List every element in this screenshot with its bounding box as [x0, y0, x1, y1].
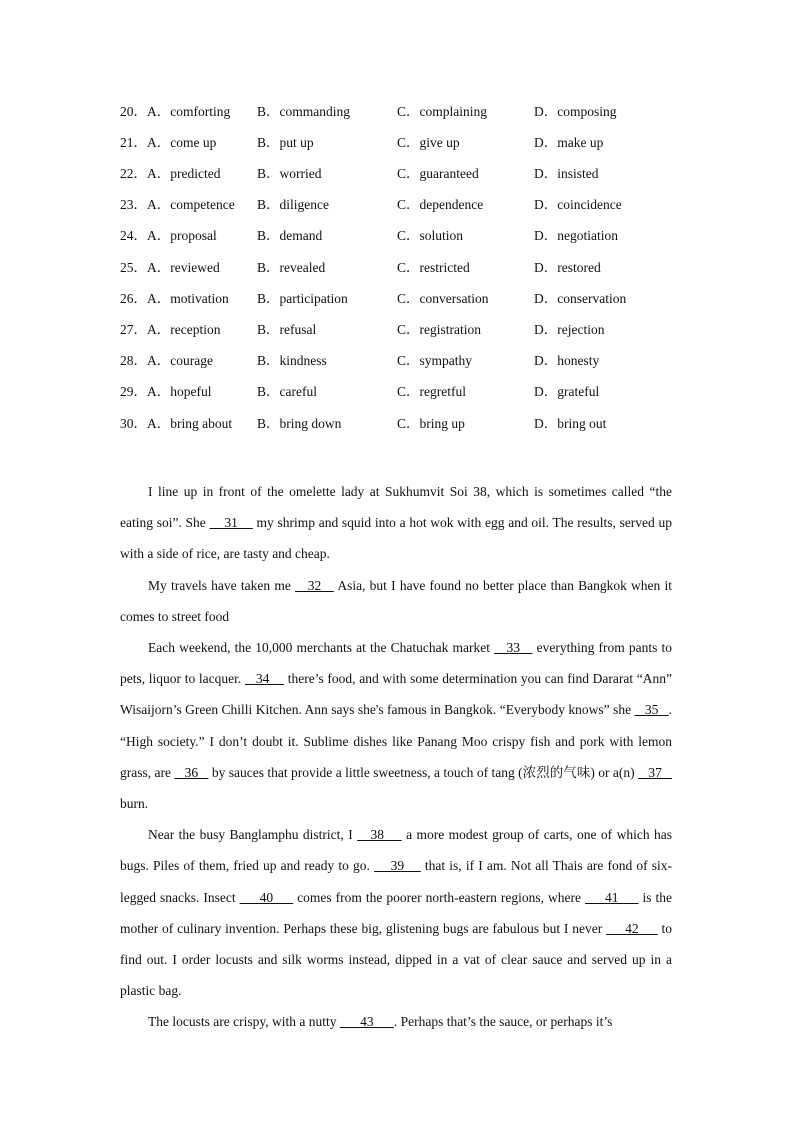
question-27-option-d: D．rejection: [534, 322, 605, 337]
question-23-option-d: D．coincidence: [534, 197, 622, 212]
blank-32: 32: [295, 577, 334, 593]
passage-paragraph-5: [120, 1006, 672, 1037]
question-28-option-d: D．honesty: [534, 353, 600, 368]
question-21-option-b: B．put up: [257, 135, 314, 150]
cloze-passage: [120, 476, 672, 1038]
passage-paragraph-1: [120, 476, 672, 570]
question-27-option-a: 27．A．reception: [120, 322, 221, 337]
passage-text: I line up in front of the omelette lady at Sukhumvit Soi 38, which is sometimes called “the eating soi”. She: [120, 484, 672, 531]
blank-42: 42: [606, 920, 658, 936]
question-23-option-a: 23．A．competence: [120, 197, 235, 212]
passage-text: by sauces that provide a little sweetness, a touch of tang (浓烈的气味) or a(n): [208, 764, 639, 780]
passage-text: everything from pants to pets, liquor to lacquer.: [120, 640, 672, 687]
blank-33: 33: [494, 640, 533, 656]
passage-text: Asia, but I have found no better place than Bangkok when it comes to street food: [120, 577, 673, 624]
question-22-option-b: B．worried: [257, 166, 322, 181]
passage-text: my shrimp and squid into a hot wok with egg and oil. The results, served up with a side of rice, are tasty and cheap.: [120, 515, 673, 562]
question-25-option-a: 25．A．reviewed: [120, 260, 220, 275]
question-22-option-d: D．insisted: [534, 166, 599, 181]
question-22-option-c: C．guaranteed: [397, 166, 479, 181]
passage-text: . “High society.” I don’t doubt it. Sublime dishes like Panang Moo crispy fish and pork with lemon grass, are: [120, 702, 672, 780]
question-25-option-b: B．revealed: [257, 260, 326, 275]
passage-text: that is, if I am. Not all Thais are fond of six-legged snacks. Insect: [120, 858, 672, 905]
blank-34: 34: [244, 671, 285, 687]
question-20-option-a: 20．A．comforting: [120, 104, 231, 119]
question-30-option-b: B．bring down: [257, 416, 342, 431]
question-28-option-b: B．kindness: [257, 353, 327, 368]
question-30-option-a: 30．A．bring about: [120, 416, 233, 431]
passage-text: Each weekend, the 10,000 merchants at the Chatuchak market: [148, 640, 495, 656]
question-24-option-c: C．solution: [397, 228, 464, 243]
blank-37: 37: [638, 764, 673, 780]
question-23-option-b: B．diligence: [257, 197, 329, 212]
question-21-option-a: 21．A．come up: [120, 135, 217, 150]
passage-text: is the mother of culinary invention. Perhaps these big, glistening bugs are fabulous but I never: [120, 889, 673, 936]
passage-text: The locusts are crispy, with a nutty: [148, 1014, 340, 1030]
blank-31: 31: [209, 515, 253, 531]
passage-text: comes from the poorer north-eastern regions, where: [293, 889, 585, 905]
blank-43: 43: [339, 1014, 394, 1030]
passage-paragraph-3: [120, 632, 672, 819]
passage-paragraph-4: [120, 819, 672, 1006]
question-22-option-a: 22．A．predicted: [120, 166, 221, 181]
blank-41: 41: [584, 889, 639, 905]
question-23-option-c: C．dependence: [397, 197, 484, 212]
question-29-option-c: C．regretful: [397, 384, 466, 399]
question-24-option-b: B．demand: [257, 228, 323, 243]
question-20-option-d: D．composing: [534, 104, 617, 119]
question-26-option-c: C．conversation: [397, 291, 489, 306]
question-21-option-c: C．give up: [397, 135, 460, 150]
passage-text: a more modest group of carts, one of which has bugs. Piles of them, fried up and ready to go.: [120, 827, 672, 874]
question-24-option-a: 24．A．proposal: [120, 228, 217, 243]
passage-text: to find out. I order locusts and silk worms instead, dipped in a vat of clear sauce and served up in a plastic bag.: [120, 920, 673, 999]
question-29-option-a: 29．A．hopeful: [120, 384, 212, 399]
passage-paragraph-2: [120, 570, 672, 632]
question-26-option-a: 26．A．motivation: [120, 291, 229, 306]
question-30-option-c: C．bring up: [397, 416, 465, 431]
question-24-option-d: D．negotiation: [534, 228, 618, 243]
question-20-option-b: B．commanding: [257, 104, 350, 119]
passage-text: My travels have taken me: [148, 577, 296, 593]
question-28-option-a: 28．A．courage: [120, 353, 213, 368]
question-25-option-d: D．restored: [534, 260, 601, 275]
question-20-option-c: C．complaining: [397, 104, 487, 119]
passage-text: there’s food, and with some determination you can find Dararat “Ann” Wisaijorn’s Green Chilli Kitchen. Ann says she's famous in Bangkok. “Everybody knows” she: [120, 671, 672, 718]
question-25-option-c: C．restricted: [397, 260, 470, 275]
question-26-option-d: D．conservation: [534, 291, 627, 306]
passage-text: Near the busy Banglamphu district, I: [148, 827, 358, 843]
passage-text: . Perhaps that’s the sauce, or perhaps it’s: [393, 1014, 613, 1030]
blank-38: 38: [357, 827, 402, 843]
question-27-option-b: B．refusal: [257, 322, 317, 337]
question-29-option-d: D．grateful: [534, 384, 600, 399]
question-29-option-b: B．careful: [257, 384, 317, 399]
blank-39: 39: [374, 858, 421, 874]
question-27-option-c: C．registration: [397, 322, 481, 337]
blank-35: 35: [634, 702, 669, 718]
blank-40: 40: [239, 889, 294, 905]
passage-text: burn.: [120, 796, 149, 812]
question-26-option-b: B．participation: [257, 291, 348, 306]
question-21-option-d: D．make up: [534, 135, 604, 150]
question-30-option-d: D．bring out: [534, 416, 607, 431]
question-28-option-c: C．sympathy: [397, 353, 473, 368]
blank-36: 36: [174, 764, 209, 780]
